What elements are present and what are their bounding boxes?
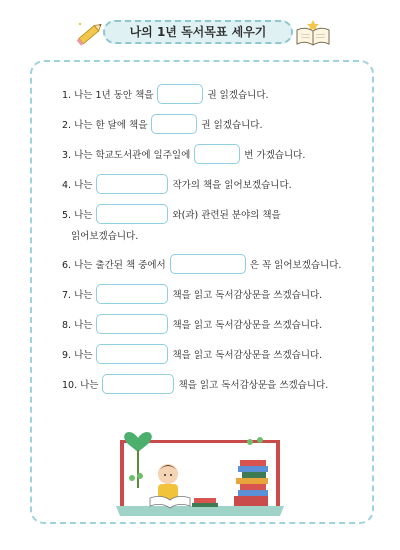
goal-item-4	[62, 174, 292, 194]
goal-item-text: 책을 읽고 독서감상문을 쓰겠습니다.	[178, 380, 329, 391]
goal-item-8	[62, 314, 322, 334]
goal-item-5	[62, 204, 281, 224]
goal-item-3	[62, 144, 305, 164]
goal-item-text: 3. 나는 학교도서관에 일주일에	[62, 150, 191, 161]
goal-item-text: 책을 읽고 독서감상문을 쓰겠습니다.	[172, 290, 323, 301]
goal-item-text: 6. 나는 출간된 책 중에서	[62, 260, 166, 271]
goal-item-text: 5. 나는	[62, 210, 93, 221]
answer-box[interactable]	[194, 144, 240, 164]
open-book-icon	[293, 14, 333, 48]
child-reading-illustration	[110, 420, 290, 520]
goal-item-text: 은 꼭 읽어보겠습니다.	[249, 260, 342, 271]
goal-item-text: 와(과) 관련된 분야의 책을	[172, 210, 281, 221]
answer-box[interactable]	[157, 84, 203, 104]
goal-item-text: 7. 나는	[62, 290, 93, 301]
goal-item-text: 작가의 책을 읽어보겠습니다.	[172, 180, 292, 191]
goal-item-text: 책을 읽고 독서감상문을 쓰겠습니다.	[172, 350, 323, 361]
header	[0, 0, 400, 60]
goal-item-text: 1. 나는 1년 동안 책을	[62, 90, 154, 101]
goal-item-text: 2. 나는 한 달에 책을	[62, 120, 148, 131]
goal-item-text: 번 가겠습니다.	[244, 150, 306, 161]
goal-item-6	[62, 254, 341, 274]
answer-box[interactable]	[151, 114, 197, 134]
goal-item-text: 9. 나는	[62, 350, 93, 361]
goal-item-text: 책을 읽고 독서감상문을 쓰겠습니다.	[172, 320, 323, 331]
goal-item-text: 4. 나는	[62, 180, 93, 191]
goal-item-text: 10. 나는	[62, 380, 99, 391]
goal-item-7	[62, 284, 322, 304]
answer-box[interactable]	[96, 174, 168, 194]
goal-item-text: 권 읽겠습니다.	[201, 120, 263, 131]
goal-item-10	[62, 374, 328, 394]
goal-item-1	[62, 84, 269, 104]
answer-box[interactable]	[96, 314, 168, 334]
answer-box[interactable]	[96, 204, 168, 224]
answer-box[interactable]	[96, 284, 168, 304]
answer-box[interactable]	[102, 374, 174, 394]
goal-item-2	[62, 114, 263, 134]
pencil-icon	[74, 18, 106, 48]
goal-item-text: 권 읽겠습니다.	[207, 90, 269, 101]
goal-item-text: 8. 나는	[62, 320, 93, 331]
answer-box[interactable]	[96, 344, 168, 364]
goal-item-9	[62, 344, 322, 364]
page-title: 나의 1년 독서목표 세우기	[129, 25, 267, 39]
answer-box[interactable]	[170, 254, 246, 274]
goal-item-text: 읽어보겠습니다.	[71, 231, 139, 242]
goal-item-5-continued	[71, 228, 138, 242]
